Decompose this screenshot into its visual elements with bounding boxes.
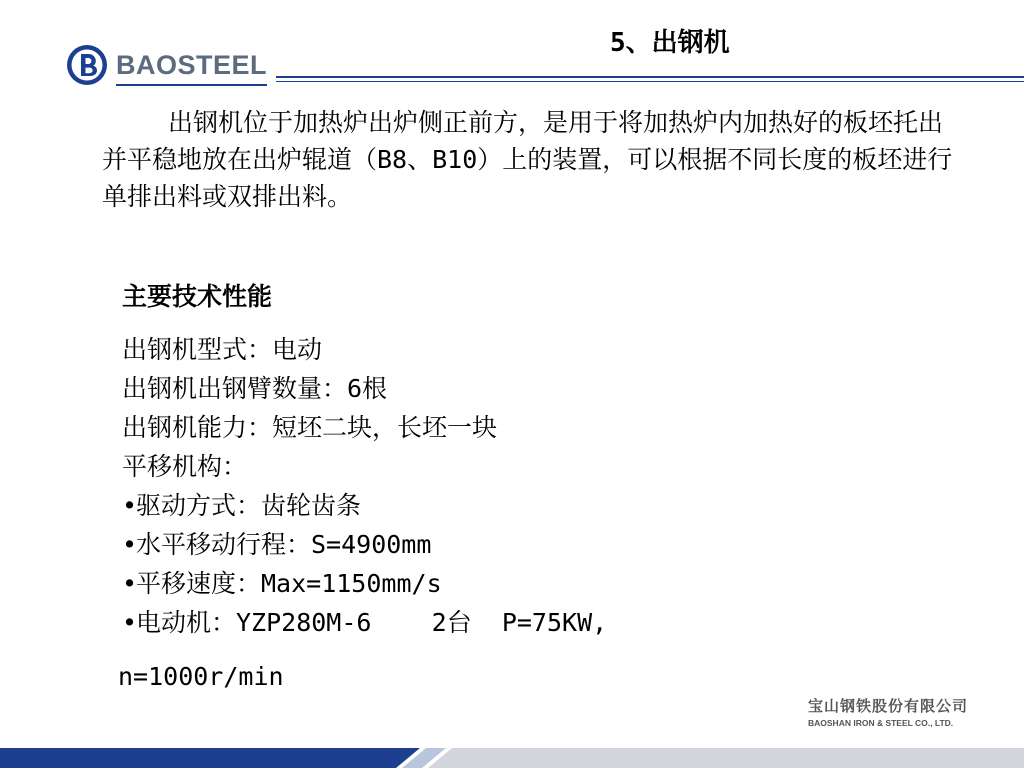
spec-line: 出钢机出钢臂数量：6根	[122, 374, 388, 403]
spec-bullet-line: • 平移速度：Max=1150mm/s	[122, 564, 942, 603]
specs-list	[122, 330, 942, 642]
spec-line: 平移机构：	[122, 452, 248, 481]
spec-bullet-line: • 电动机：YZP280M-6 2台 P=75KW,	[122, 603, 942, 642]
spec-bullet-line: • 驱动方式：齿轮齿条	[122, 486, 942, 525]
company-name-en: BAOSHAN IRON & STEEL CO., LTD.	[808, 718, 954, 728]
slide-title: 5、出钢机	[610, 28, 730, 58]
intro-paragraph: 出钢机位于加热炉出炉侧正前方，是用于将加热炉内加热好的板坯托出并平稳地放在出炉辊道（B8、B10）上的装置，可以根据不同长度的板坯进行单排出料或双排出料。	[102, 108, 953, 211]
company-name-block	[808, 696, 984, 730]
footer-band-grey	[428, 748, 1024, 768]
spec-bullet-line: • 水平移动行程：S=4900mm	[122, 525, 942, 564]
logo-wordmark-text: BAOSTEEL	[116, 50, 268, 80]
logo-underline	[116, 84, 267, 86]
logo-wordmark	[116, 50, 267, 80]
spec-line: 出钢机能力：短坯二块，长坯一块	[122, 413, 498, 442]
spec-continuation-line: n=1000r/min	[118, 662, 284, 691]
footer-band	[0, 742, 1024, 768]
footer-band-blue	[0, 748, 420, 768]
company-name-cn: 宝山钢铁股份有限公司	[808, 697, 969, 715]
baosteel-logo	[66, 44, 267, 86]
baosteel-emblem-icon	[66, 44, 108, 86]
specs-heading: 主要技术性能	[122, 282, 273, 311]
spec-line: 出钢机型式：电动	[122, 335, 323, 364]
header-rule	[276, 76, 1024, 78]
header-rule-thin	[276, 81, 1024, 82]
